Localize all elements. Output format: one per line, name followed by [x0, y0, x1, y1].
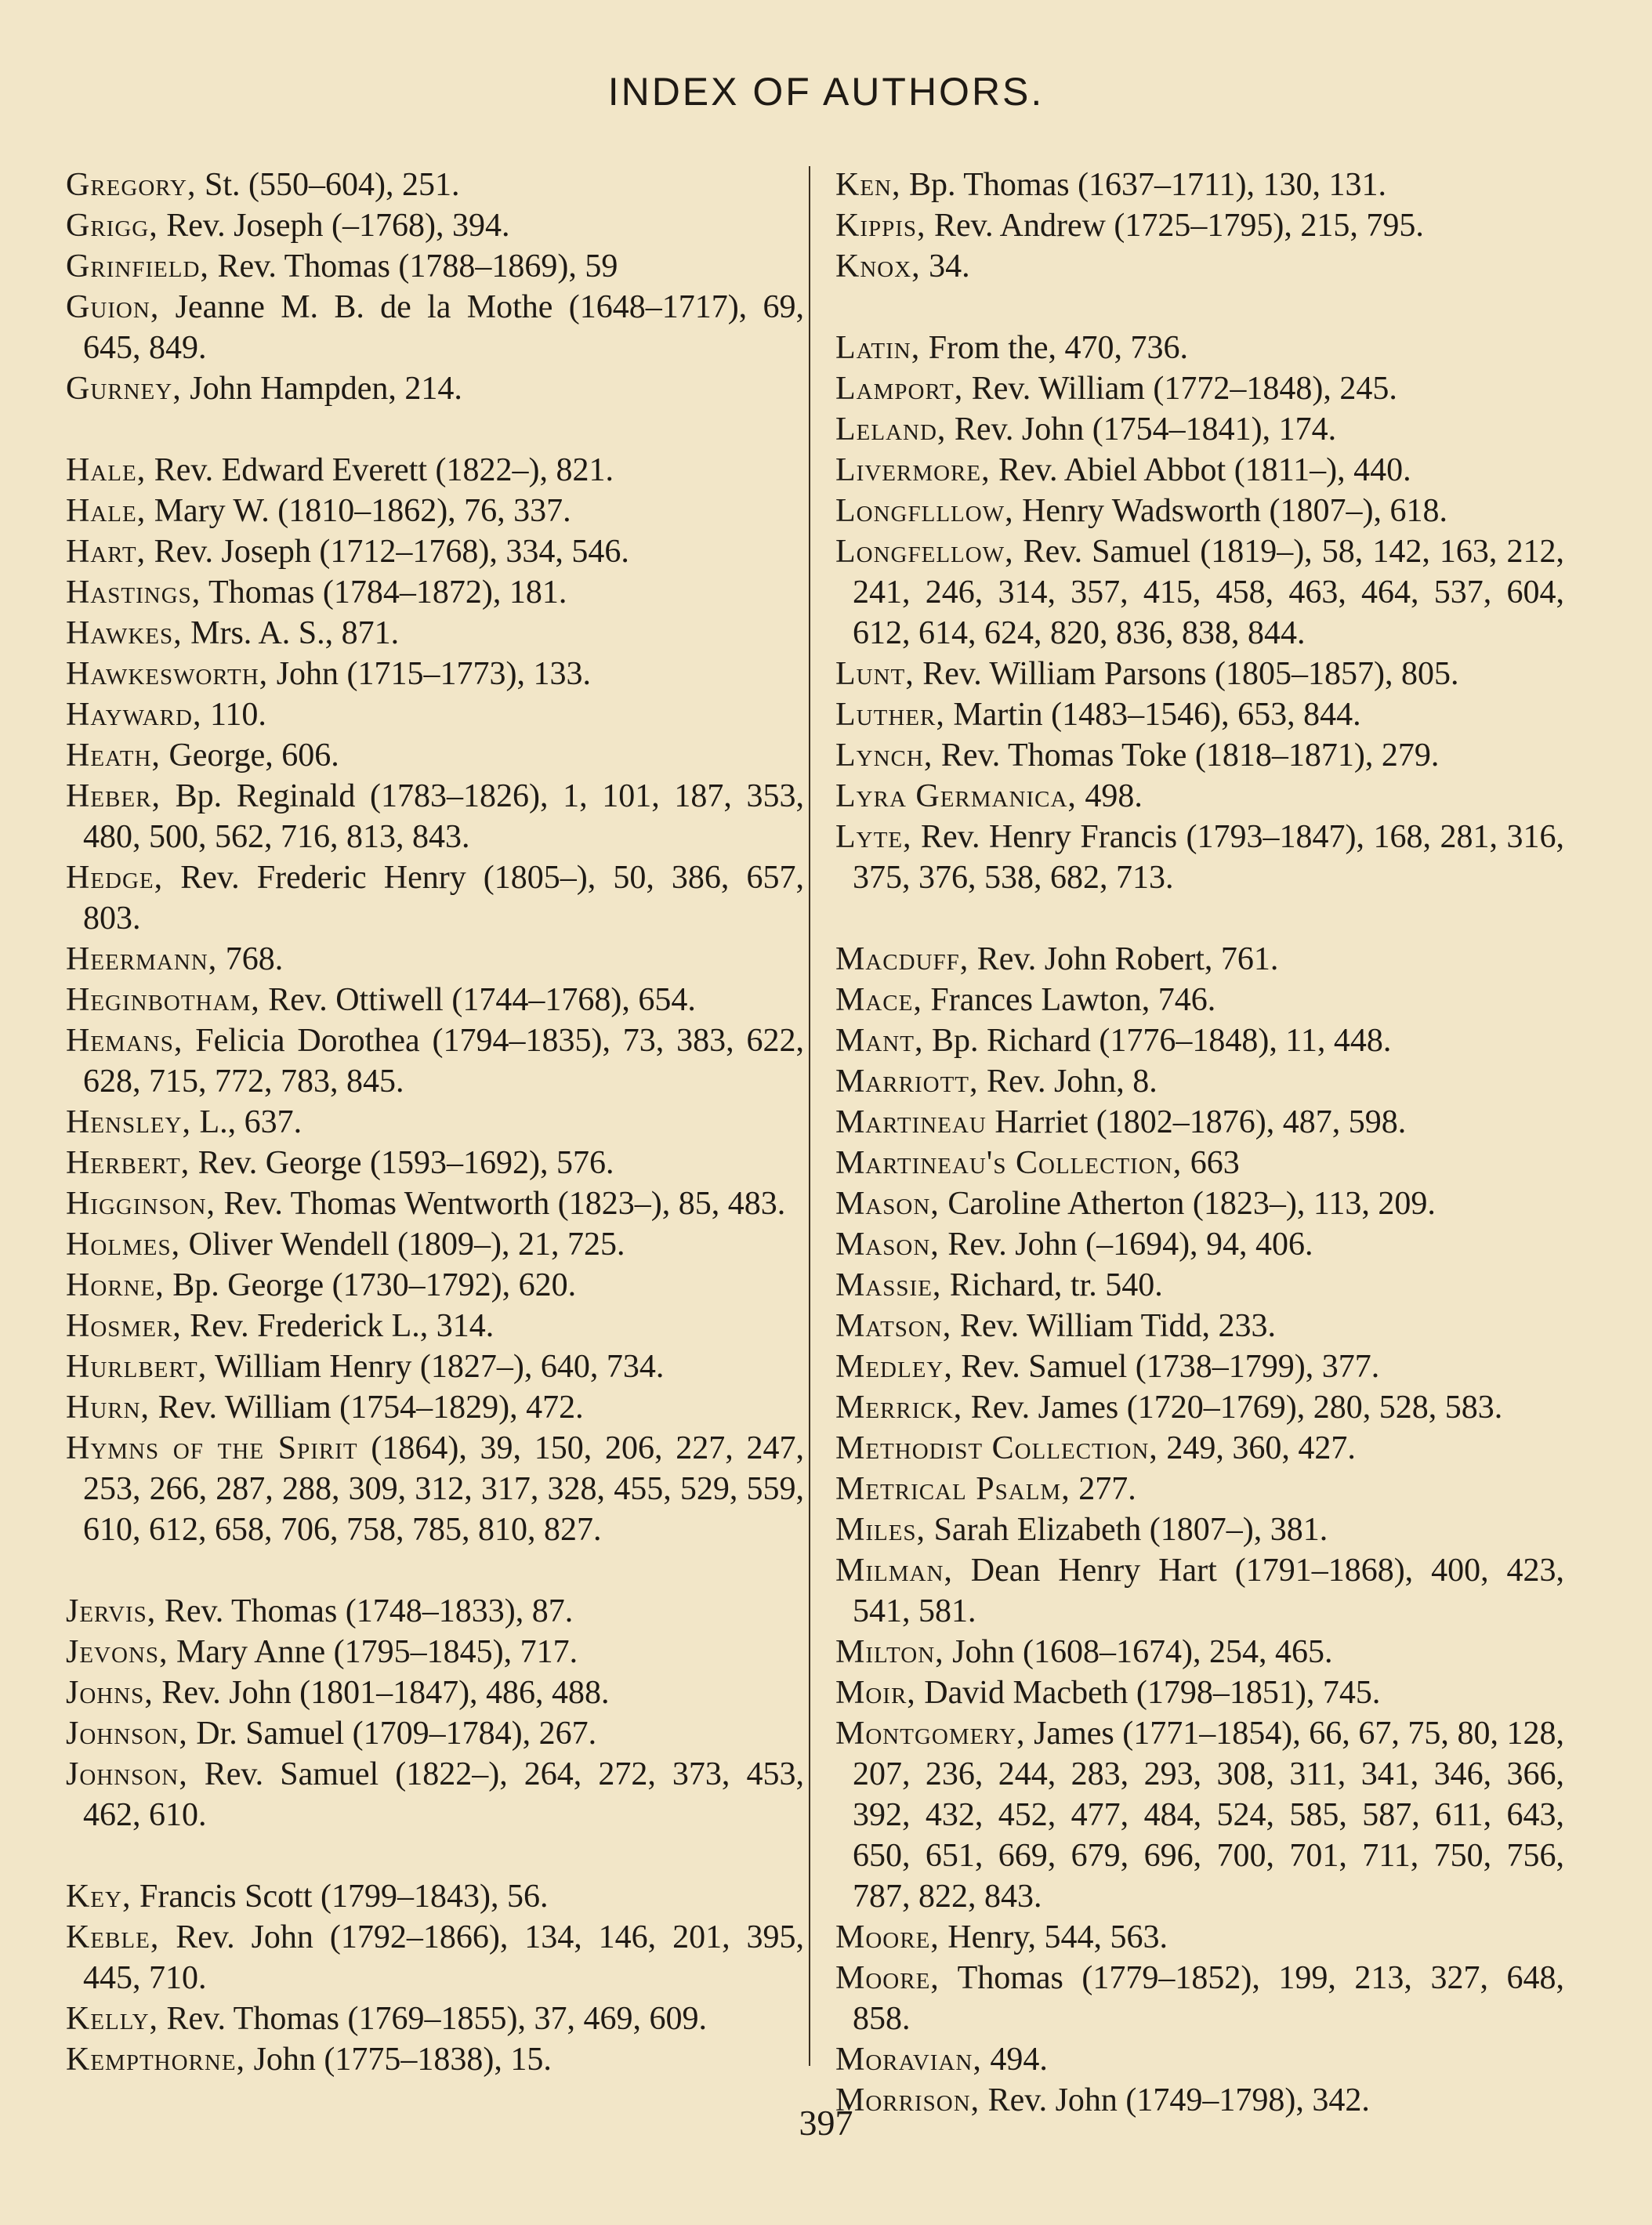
index-entry [835, 1713, 1564, 1917]
author-name: Hedge, [66, 860, 164, 896]
entry-details: Frances Lawton, 746. [922, 982, 1216, 1018]
entry-details: 494. [981, 2042, 1048, 2078]
author-name: Guion, [66, 289, 160, 325]
author-name: Hale, [66, 493, 147, 529]
author-name: Lyra Germanica, [835, 778, 1077, 814]
index-entry [66, 1346, 804, 1387]
entry-details: Rev. John Robert, 761. [969, 941, 1279, 977]
author-name: Jervis, [66, 1593, 157, 1629]
index-entry [835, 1509, 1564, 1550]
author-name: Mason, [835, 1186, 940, 1222]
index-entry [66, 1143, 804, 1183]
author-name: Milton, [835, 1634, 944, 1670]
entry-details: 768. [217, 941, 284, 977]
author-name: Gregory, [66, 167, 197, 203]
index-entry [66, 531, 804, 572]
author-name: Hart, [66, 534, 147, 570]
index-entry [835, 1143, 1564, 1183]
entry-details: Bp. George (1730–1792), 620. [164, 1267, 577, 1303]
entry-details: Rev. Frederick L., 314. [181, 1308, 495, 1344]
entry-details: Rev. Thomas (1769–1855), 37, 469, 609. [158, 2001, 707, 2037]
entry-details: Mary Anne (1795–1845), 717. [168, 1634, 578, 1670]
index-entry [66, 613, 804, 654]
index-entry [835, 450, 1564, 491]
author-name: Hawkesworth, [66, 656, 269, 692]
entry-details: Felicia Dorothea (1794–1835), 73, 383, 622, 628, 715, 772, 783, 845. [83, 1023, 804, 1100]
entry-details: 249, 360, 427. [1157, 1430, 1356, 1466]
entry-details: Dean Henry Hart (1791–1868), 400, 423, 541, 581. [853, 1553, 1564, 1629]
author-name: Lunt, [835, 656, 915, 692]
index-entry [835, 939, 1564, 980]
entry-details: Rev. William (1772–1848), 245. [963, 371, 1397, 407]
index-entry [66, 776, 804, 857]
author-name: Kelly, [66, 2001, 159, 2037]
index-entry [835, 1428, 1564, 1469]
entry-details: Rev. Henry Francis (1793–1847), 168, 281, 316, 375, 376, 538, 682, 713. [853, 819, 1564, 896]
index-entry [835, 1550, 1564, 1632]
index-entry [835, 1387, 1564, 1428]
index-entry [66, 1224, 804, 1265]
author-name: Milman, [835, 1553, 953, 1589]
author-name: Knox, [835, 248, 921, 284]
entry-details: Rev. Abiel Abbot (1811–), 440. [990, 452, 1411, 488]
index-entry [66, 246, 804, 287]
page-number: 397 [799, 2103, 853, 2143]
author-name: Hosmer, [66, 1308, 182, 1344]
entry-details: Dr. Samuel (1709–1784), 267. [187, 1716, 597, 1752]
author-name: Medley, [835, 1349, 953, 1385]
author-name: Matson, [835, 1308, 952, 1344]
group-spacer [66, 1835, 804, 1876]
index-entry [835, 2039, 1564, 2080]
index-entry [66, 368, 804, 409]
index-entry [835, 409, 1564, 450]
author-name: Longfellow, [835, 534, 1014, 570]
index-entry [835, 817, 1564, 898]
entry-details: Bp. Reginald (1783–1826), 1, 101, 187, 353, 480, 500, 562, 716, 813, 843. [83, 778, 804, 855]
index-entry [66, 205, 804, 246]
index-entry [835, 980, 1564, 1020]
entry-details: Thomas (1784–1872), 181. [201, 574, 567, 611]
author-name: Hastings, [66, 574, 201, 611]
index-entry [835, 1672, 1564, 1713]
entry-details: Rev. Thomas Wentworth (1823–), 85, 483. [216, 1186, 786, 1222]
index-entry [835, 1917, 1564, 1958]
entry-details: Caroline Atherton (1823–), 113, 209. [939, 1186, 1436, 1222]
index-entry [66, 654, 804, 694]
entry-details: Mary W. (1810–1862), 76, 337. [146, 493, 571, 529]
author-name: Merrick, [835, 1390, 963, 1426]
index-entry [66, 1917, 804, 1999]
author-name: Hale, [66, 452, 147, 488]
index-entry [66, 1591, 804, 1632]
entry-details: From the, 470, 736. [920, 330, 1189, 366]
entry-details: Rev. John (1801–1847), 486, 488. [153, 1675, 610, 1711]
author-name: Gurney, [66, 371, 182, 407]
entry-details: Martin (1483–1546), 653, 844. [944, 697, 1361, 733]
index-entry [835, 735, 1564, 776]
index-entry [66, 1713, 804, 1754]
index-entry [66, 735, 804, 776]
author-name: Mace, [835, 982, 922, 1018]
entry-details: L., 637. [191, 1104, 303, 1140]
index-entry [66, 1306, 804, 1346]
entry-details: 110. [201, 697, 266, 733]
entry-details: Rev. Samuel (1819–), 58, 142, 163, 212, 241, 246, 314, 357, 415, 458, 463, 464, 537, 604, 612, 614, 624, 820, 836, 838, 844. [853, 534, 1564, 651]
author-name: Jevons, [66, 1634, 168, 1670]
index-entry [835, 205, 1564, 246]
index-entry [66, 857, 804, 939]
index-entry [835, 1346, 1564, 1387]
author-name: Johnson, [66, 1716, 188, 1752]
index-entry [66, 1020, 804, 1102]
index-entry [66, 1183, 804, 1224]
entry-details: Rev. Andrew (1725–1795), 215, 795. [926, 208, 1424, 244]
entry-details: John Hampden, 214. [181, 371, 462, 407]
entry-details: Rev. William (1754–1829), 472. [150, 1390, 584, 1426]
entry-details: Sarah Elizabeth (1807–), 381. [926, 1512, 1328, 1548]
entry-details: Henry, 544, 563. [939, 1919, 1168, 1955]
entry-details: Henry Wadsworth (1807–), 618. [1013, 493, 1448, 529]
entry-details: James (1771–1854), 66, 67, 75, 80, 128, 207, 236, 244, 283, 293, 308, 311, 341, 346, 366, 392, 432, 452, 477, 484, 524, 585, 587, 611, 643, 650, 651, 669, 679, 696, 700, 701, 711, 750, 756, 787, 822, 843. [853, 1716, 1564, 1915]
entry-details: Bp. Richard (1776–1848), 11, 448. [923, 1023, 1392, 1059]
index-entry [835, 1020, 1564, 1061]
author-name: Grinfield, [66, 248, 209, 284]
entry-details: Rev. Thomas (1748–1833), 87. [156, 1593, 574, 1629]
author-name: Lynch, [835, 737, 933, 774]
author-name: Hensley, [66, 1104, 191, 1140]
group-spacer [835, 898, 1564, 939]
index-entry [66, 572, 804, 613]
author-name: Grigg, [66, 208, 158, 244]
author-name: Martineau [835, 1104, 987, 1140]
entry-details: Rev. John, 8. [978, 1064, 1157, 1100]
author-name: Johns, [66, 1675, 154, 1711]
author-name: Kempthorne, [66, 2042, 246, 2078]
index-entry [66, 450, 804, 491]
entry-details: Rev. Samuel (1738–1799), 377. [952, 1349, 1380, 1385]
entry-details: Rev. Thomas Toke (1818–1871), 279. [933, 737, 1440, 774]
index-entry [66, 1754, 804, 1835]
entry-details: Oliver Wendell (1809–), 21, 725. [180, 1227, 625, 1263]
index-entry [835, 694, 1564, 735]
entry-details: Rev. Thomas (1788–1869), 59 [208, 248, 618, 284]
author-name: Martineau's Collection, [835, 1145, 1183, 1181]
entry-details: Mrs. A. S., 871. [182, 615, 400, 651]
author-name: Moravian, [835, 2042, 982, 2078]
index-entry [835, 1183, 1564, 1224]
entry-details: (1864), 39, 150, 206, 227, 247, 253, 266, 287, 288, 309, 312, 317, 328, 455, 529, 559, 610, 612, 658, 706, 758, 785, 810, 827. [83, 1430, 804, 1548]
entry-details: Rev. William Parsons (1805–1857), 805. [914, 656, 1459, 692]
right-column [835, 165, 1564, 2121]
index-entry [66, 2039, 804, 2080]
entry-details: Rev. Ottiwell (1744–1768), 654. [259, 982, 696, 1018]
author-name: Hurn, [66, 1390, 150, 1426]
author-name: Johnson, [66, 1756, 188, 1792]
index-entry [66, 1265, 804, 1306]
author-name: Moore, [835, 1960, 940, 1996]
entry-details: 498. [1076, 778, 1143, 814]
author-name: Latin, [835, 330, 921, 366]
entry-details: Rev. Edward Everett (1822–), 821. [146, 452, 614, 488]
index-entry [835, 531, 1564, 654]
index-entry [835, 1102, 1564, 1143]
index-entry [66, 1876, 804, 1917]
author-name: Hawkes, [66, 615, 183, 651]
author-name: Miles, [835, 1512, 926, 1548]
author-name: Lamport, [835, 371, 964, 407]
index-entry [835, 246, 1564, 287]
entry-details: 277. [1070, 1471, 1136, 1507]
author-name: Macduff, [835, 941, 969, 977]
index-entry [66, 1999, 804, 2039]
index-entry [66, 1428, 804, 1550]
index-entry [835, 165, 1564, 205]
group-spacer [835, 287, 1564, 328]
index-entry [835, 1306, 1564, 1346]
author-name: Leland, [835, 411, 947, 448]
entry-details: Rev. George (1593–1692), 576. [190, 1145, 614, 1181]
author-name: Hurlbert, [66, 1349, 208, 1385]
author-name: Longflllow, [835, 493, 1014, 529]
page-header: INDEX OF AUTHORS. [607, 70, 1045, 114]
author-name: Methodist Collection, [835, 1430, 1158, 1466]
entry-details: Thomas (1779–1852), 199, 213, 327, 648, 858. [853, 1960, 1564, 2037]
author-name: Livermore, [835, 452, 991, 488]
index-entry [66, 1632, 804, 1672]
entry-details: Rev. John (1792–1866), 134, 146, 201, 395, 445, 710. [83, 1919, 804, 1996]
index-entry [835, 491, 1564, 531]
index-entry [66, 1387, 804, 1428]
entry-details: Rev. Frederic Henry (1805–), 50, 386, 657, 803. [83, 860, 804, 937]
index-entry [835, 776, 1564, 817]
index-entry [835, 1061, 1564, 1102]
index-entry [66, 1672, 804, 1713]
author-name: Holmes, [66, 1227, 181, 1263]
entry-details: Rev. John (1749–1798), 342. [980, 2082, 1370, 2118]
author-name: Higginson, [66, 1186, 216, 1222]
entry-details: Rev. William Tidd, 233. [951, 1308, 1277, 1344]
author-name: Luther, [835, 697, 945, 733]
entry-details: St. (550–604), 251. [196, 167, 460, 203]
index-entry [835, 1265, 1564, 1306]
entry-details: John (1608–1674), 254, 465. [944, 1634, 1333, 1670]
author-name: Mant, [835, 1023, 924, 1059]
entry-details: John (1715–1773), 133. [268, 656, 592, 692]
entry-details: Rev. John (–1694), 94, 406. [939, 1227, 1313, 1263]
author-name: Heginbotham, [66, 982, 260, 1018]
author-name: Horne, [66, 1267, 165, 1303]
entry-details: Bp. Thomas (1637–1711), 130, 131. [900, 167, 1386, 203]
index-entry [835, 368, 1564, 409]
author-name: Hymns of the Spirit [66, 1430, 358, 1466]
author-name: Hemans, [66, 1023, 183, 1059]
entry-details: Rev. Joseph (–1768), 394. [158, 208, 510, 244]
entry-details: Francis Scott (1799–1843), 56. [131, 1879, 549, 1915]
index-entry [66, 980, 804, 1020]
index-entry [835, 1958, 1564, 2039]
index-entry [66, 165, 804, 205]
author-name: Herbert, [66, 1145, 190, 1181]
entry-details: Rev. Samuel (1822–), 264, 272, 373, 453, 462, 610. [83, 1756, 804, 1833]
entry-details: Rev. Joseph (1712–1768), 334, 546. [146, 534, 629, 570]
left-column [66, 165, 804, 2080]
author-name: Heber, [66, 778, 161, 814]
entry-details: Jeanne M. B. de la Mothe (1648–1717), 69, 645, 849. [83, 289, 804, 366]
author-name: Heermann, [66, 941, 218, 977]
index-entry [835, 654, 1564, 694]
author-name: Montgomery, [835, 1716, 1026, 1752]
author-name: Kippis, [835, 208, 926, 244]
entry-details: Rev. James (1720–1769), 280, 528, 583. [962, 1390, 1503, 1426]
group-spacer [66, 1550, 804, 1591]
author-name: Mason, [835, 1227, 940, 1263]
entry-details: Rev. John (1754–1841), 174. [946, 411, 1337, 448]
entry-details: 663 [1182, 1145, 1240, 1181]
entry-details: David Macbeth (1798–1851), 745. [915, 1675, 1381, 1711]
entry-details: Richard, tr. 540. [941, 1267, 1163, 1303]
author-name: Lyte, [835, 819, 912, 855]
index-entry [835, 1469, 1564, 1509]
index-entry [66, 694, 804, 735]
index-entry [835, 328, 1564, 368]
author-name: Moore, [835, 1919, 940, 1955]
entry-details: Harriet (1802–1876), 487, 598. [986, 1104, 1407, 1140]
author-name: Hayward, [66, 697, 202, 733]
index-entry [835, 1224, 1564, 1265]
author-name: Heath, [66, 737, 161, 774]
index-entry [66, 491, 804, 531]
entry-details: William Henry (1827–), 640, 734. [207, 1349, 665, 1385]
entry-details: John (1775–1838), 15. [245, 2042, 552, 2078]
index-entry [66, 287, 804, 368]
author-name: Ken, [835, 167, 901, 203]
index-entry [835, 1632, 1564, 1672]
author-name: Morrison, [835, 2082, 980, 2118]
column-divider [809, 166, 810, 2066]
index-entry [66, 1102, 804, 1143]
group-spacer [66, 409, 804, 450]
author-name: Moir, [835, 1675, 916, 1711]
author-name: Keble, [66, 1919, 160, 1955]
index-entry [66, 939, 804, 980]
author-name: Key, [66, 1879, 132, 1915]
entry-details: George, 606. [160, 737, 339, 774]
author-name: Metrical Psalm, [835, 1471, 1071, 1507]
entry-details: 34. [920, 248, 970, 284]
author-name: Marriott, [835, 1064, 979, 1100]
author-name: Massie, [835, 1267, 942, 1303]
